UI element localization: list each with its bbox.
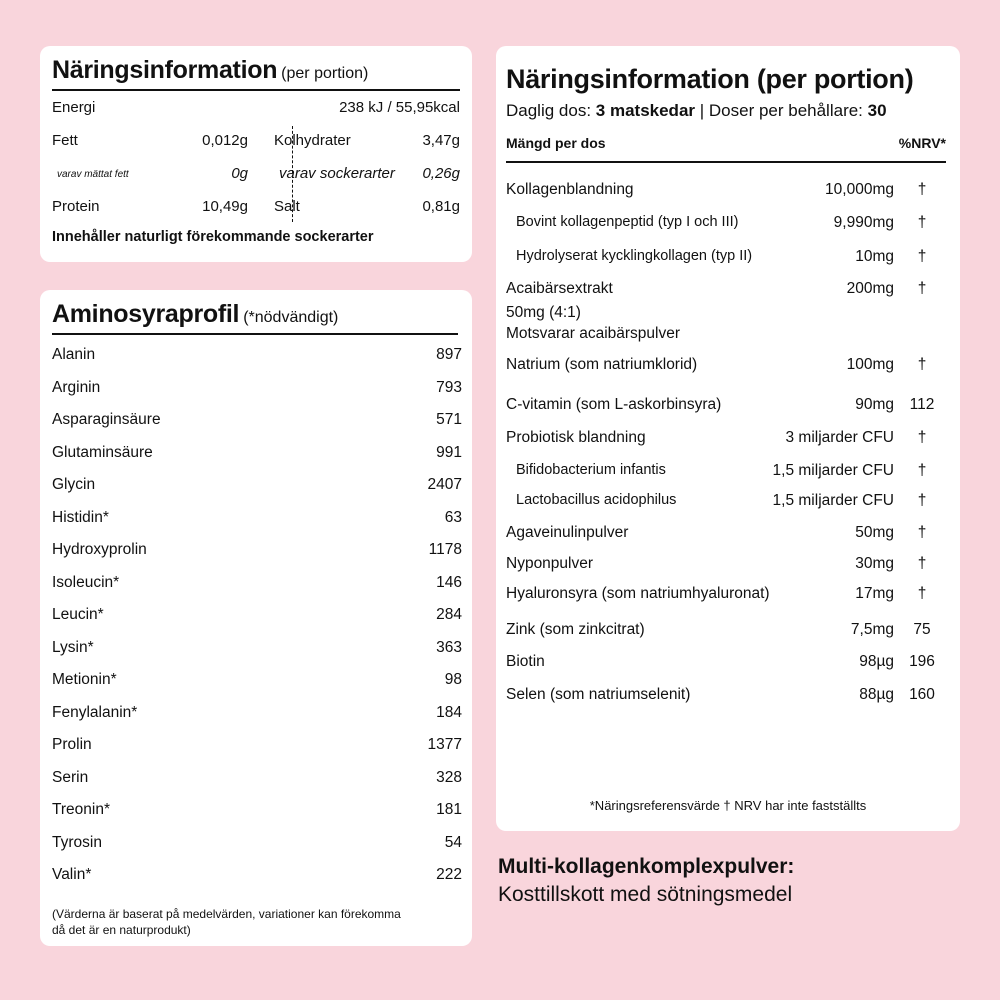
amino-name: Tyrosin: [52, 833, 102, 851]
amino-value: 2407: [427, 476, 462, 494]
nutrient-amount: 10mg: [855, 248, 894, 265]
nutrient-amount: 3 miljarder CFU: [785, 429, 894, 446]
amino-value: 793: [436, 378, 462, 396]
saturated-label: varav mättat fett: [57, 169, 129, 180]
nutrient-nrv: †: [917, 280, 927, 297]
nutrient-label: Motsvarar acaibärspulver: [506, 325, 681, 342]
fat-value: 0,012g: [202, 132, 248, 149]
fat-label: Fett: [52, 132, 78, 149]
amino-value: 184: [436, 703, 462, 721]
amino-name: Metionin*: [52, 671, 117, 689]
nutrient-nrv: †: [917, 462, 927, 479]
nutrient-nrv: †: [917, 181, 927, 198]
nutrient-label: Acaibärsextrakt: [506, 280, 613, 297]
nutrient-label: Kollagenblandning: [506, 181, 634, 198]
energy-row: [52, 91, 460, 124]
nutrient-amount: 200mg: [846, 280, 894, 297]
amino-name: Alanin: [52, 346, 96, 364]
nutrient-label: Bovint kollagenpeptid (typ I och III): [516, 214, 739, 230]
amino-row: [52, 469, 462, 502]
nutrient-amount: 10,000mg: [825, 181, 894, 198]
nutrient-label: Biotin: [506, 653, 545, 670]
nutrient-amount: 100mg: [846, 356, 894, 373]
amino-name: Prolin: [52, 736, 92, 754]
nutrition-title: Näringsinformation (per portion): [52, 56, 369, 84]
salt-value: 0,81g: [422, 198, 460, 215]
saturated-sugars-row: [52, 157, 460, 190]
nutrient-label: C-vitamin (som L-askorbinsyra): [506, 396, 722, 413]
amino-value: 181: [436, 801, 462, 819]
detailed-nutrition-card: [496, 46, 960, 831]
nutrient-nrv: 196: [909, 653, 935, 670]
nutrient-label: Agaveinulinpulver: [506, 524, 629, 541]
product-name: Multi-kollagenkomplexpulver:: [498, 855, 795, 878]
nutrient-nrv: 160: [909, 686, 935, 703]
amino-name: Arginin: [52, 378, 101, 396]
amino-value: 1178: [428, 541, 462, 559]
amino-row: [52, 534, 462, 567]
amino-row: [52, 632, 462, 665]
amino-value: 222: [436, 866, 462, 884]
amino-value: 98: [444, 671, 462, 689]
sugars-value: 0,26g: [422, 165, 460, 182]
amino-name: Histidin*: [52, 508, 109, 526]
nutrient-nrv: †: [917, 214, 927, 231]
nutrition-summary-card: [40, 46, 472, 262]
amino-name: Serin: [52, 768, 89, 786]
nutrient-amount: 1,5 miljarder CFU: [772, 492, 894, 509]
nutrient-label: Hydrolyserat kycklingkollagen (typ II): [516, 248, 753, 264]
amino-row: [52, 404, 462, 437]
amino-name: Valin*: [52, 866, 92, 884]
dose-amount: 3 matskedar: [595, 101, 696, 120]
nrv-footnote: *Näringsreferensvärde † NRV har inte fastställts: [589, 798, 867, 813]
nutrient-amount: 90mg: [855, 396, 894, 413]
amino-row: [52, 664, 462, 697]
nutrient-nrv: †: [917, 356, 927, 373]
nutrient-nrv: †: [917, 524, 927, 541]
nutrient-label: Natrium (som natriumklorid): [506, 356, 698, 373]
amino-row: [52, 794, 462, 827]
amino-row: [52, 827, 462, 860]
amino-name: Hydroxyprolin: [52, 541, 147, 559]
nutrient-label: Nyponpulver: [506, 555, 594, 572]
amino-acid-card: [40, 290, 472, 946]
carbs-label: Kolhydrater: [274, 132, 351, 149]
dose-line: Daglig dos: 3 matskedar | Doser per behållare: 30: [506, 101, 887, 120]
energy-value: 238 kJ / 55,95kcal: [339, 99, 460, 116]
header-nrv: %NRV*: [898, 135, 946, 151]
energy-label: Energi: [52, 99, 96, 116]
amino-row: [52, 599, 462, 632]
detail-title: Näringsinformation (per portion): [506, 64, 914, 94]
amino-name: Asparaginsäure: [52, 411, 161, 429]
nutrient-nrv: †: [917, 585, 927, 602]
nutrient-nrv: †: [917, 248, 927, 265]
amino-value: 571: [436, 411, 462, 429]
amino-row: [52, 339, 462, 372]
nutrient-nrv: †: [917, 555, 927, 572]
nutrient-amount: 7,5mg: [850, 621, 894, 638]
nutrient-nrv: †: [917, 492, 927, 509]
amino-row: [52, 697, 462, 730]
nutrient-amount: 88µg: [859, 686, 894, 703]
amino-row: [52, 567, 462, 600]
protein-value: 10,49g: [202, 198, 248, 215]
nutrient-amount: 50mg: [855, 524, 894, 541]
header-amount: Mängd per dos: [506, 135, 606, 151]
amino-name: Treonin*: [52, 801, 111, 819]
amino-value: 54: [444, 833, 462, 851]
nutrient-amount: 98µg: [859, 653, 894, 670]
amino-value: 991: [436, 443, 462, 461]
amino-value: 363: [436, 638, 462, 656]
nutrient-label: Zink (som zinkcitrat): [506, 621, 645, 638]
nutrient-label: Hyaluronsyra (som natriumhyaluronat): [506, 585, 770, 602]
amino-name: Leucin*: [52, 606, 104, 624]
amino-note: (Värderna är baserat på medelvärden, variationer kan förekomma då det är en naturprodukt): [52, 906, 401, 937]
amino-value: 1377: [427, 736, 462, 754]
nutrient-label: Probiotisk blandning: [506, 429, 646, 446]
amino-name: Fenylalanin*: [52, 703, 138, 721]
sugar-note: Innehåller naturligt förekommande sockerarter: [52, 229, 374, 245]
nutrient-amount: 1,5 miljarder CFU: [772, 462, 894, 479]
detail-table-header: [506, 121, 946, 163]
amino-title: Aminosyraprofil (*nödvändigt): [52, 300, 339, 328]
amino-row: [52, 437, 462, 470]
nutrient-label: Bifidobacterium infantis: [516, 462, 666, 478]
amino-value: 897: [436, 346, 462, 364]
column-divider: [292, 126, 293, 222]
amino-name: Glycin: [52, 476, 96, 494]
amino-row: [52, 372, 462, 405]
amino-name: Glutaminsäure: [52, 443, 153, 461]
protein-salt-row: [52, 190, 460, 223]
nutrient-nrv: 112: [909, 396, 935, 413]
nutrient-nrv: †: [917, 429, 927, 446]
amino-value: 63: [444, 508, 462, 526]
amino-row: [52, 502, 462, 535]
nutrient-amount: 9,990mg: [833, 214, 894, 231]
product-label: [498, 855, 958, 907]
fat-carbs-row: [52, 124, 460, 157]
nutrient-label: Lactobacillus acidophilus: [516, 492, 677, 508]
carbs-value: 3,47g: [422, 132, 460, 149]
amino-value: 146: [436, 573, 462, 591]
amino-row: [52, 729, 462, 762]
nutrient-label: 50mg (4:1): [506, 304, 581, 321]
amino-name: Lysin*: [52, 638, 94, 656]
saturated-value: 0g: [231, 165, 248, 182]
nutrition-title-suffix: (per portion): [281, 65, 369, 82]
protein-label: Protein: [52, 198, 100, 215]
nutrient-amount: 30mg: [855, 555, 894, 572]
amino-title-rule: [52, 333, 458, 335]
amino-value: 328: [436, 768, 462, 786]
product-description: Kosttillskott med sötningsmedel: [498, 883, 793, 906]
nutrient-amount: 17mg: [855, 585, 894, 602]
amino-value: 284: [436, 606, 462, 624]
amino-row: [52, 859, 462, 892]
amino-title-suffix: (*nödvändigt): [243, 309, 339, 326]
sugars-label: varav sockerarter: [279, 165, 395, 182]
amino-row: [52, 762, 462, 795]
detail-table-body: [506, 163, 946, 723]
amino-acid-list: [52, 339, 462, 892]
nutrient-nrv: 75: [913, 621, 931, 638]
nutrient-label: Selen (som natriumselenit): [506, 686, 691, 703]
amino-name: Isoleucin*: [52, 573, 120, 591]
doses-count: 30: [867, 101, 887, 120]
salt-label: Salt: [274, 198, 300, 215]
